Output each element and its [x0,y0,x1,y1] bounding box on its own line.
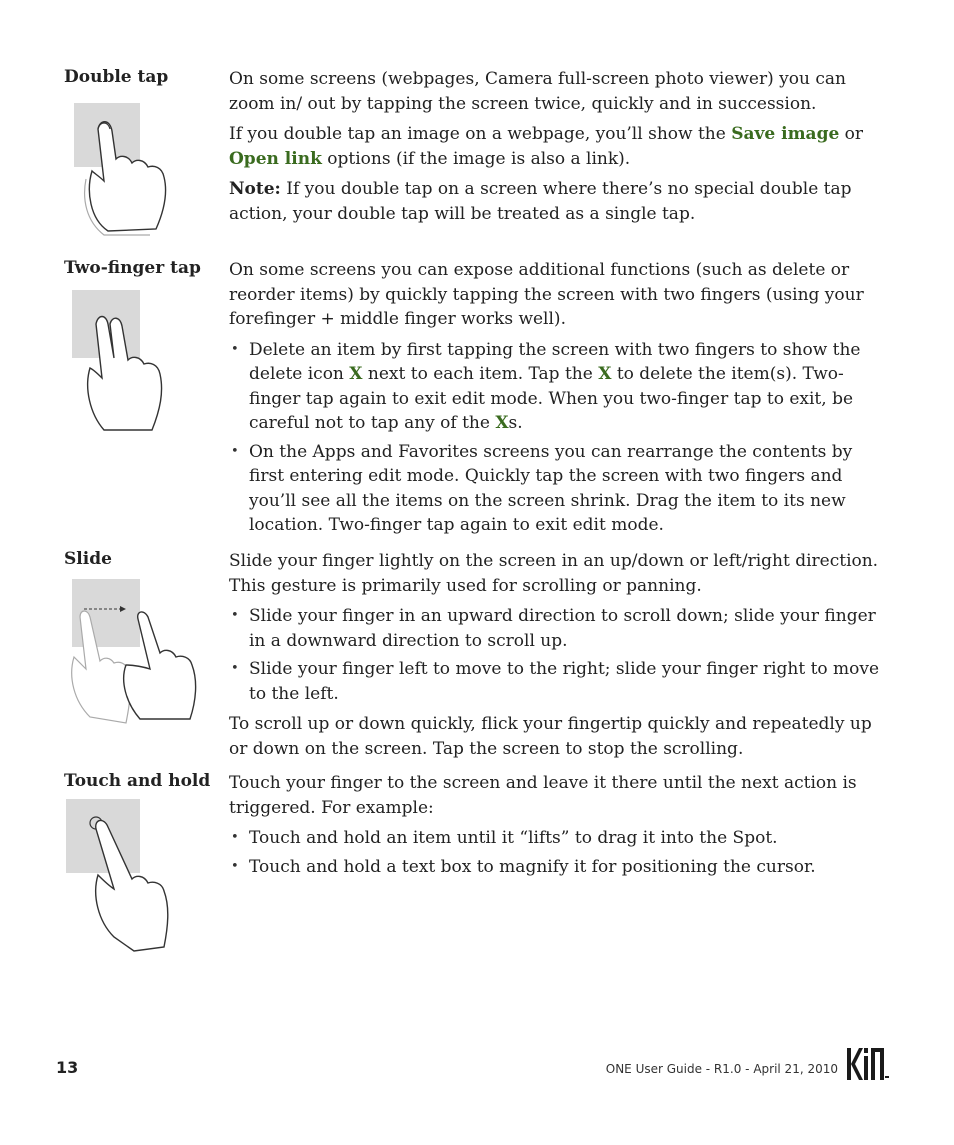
double-tap-hand-icon [64,101,174,241]
double-tap-image-paragraph [229,122,889,171]
open-link-option: Open link [229,148,322,169]
two-finger-paragraph: On some screens you can expose additional functions (such as delete or reorder items) by quickly tapping the screen with two fingers (using your forefinger + middle finger works well). [229,260,864,329]
list-item: • Touch and hold a text box to magnify it for positioning the cursor. [229,855,889,880]
save-image-option: Save image [731,124,840,144]
guide-version: ONE User Guide - R1.0 - April 21, 2010 [605,1062,838,1076]
heading-touch-and-hold: Touch and hold [64,771,211,791]
text-run: If you double tap an image on a webpage, you’ll show the [229,124,732,144]
slide-paragraph: Slide your finger lightly on the screen in an up/down or left/right direction. This gesture is primarily used for scrolling or panning. [229,551,879,596]
list-item: • On the Apps and Favorites screens you can rearrange the contents by first entering edit mode. Quickly tap the screen with two fingers and you’ll see all the items on the screen shrink. Drag the item to its new location. Two-finger tap again to exit edit mode. [229,440,889,538]
two-finger-tap-content [229,258,889,544]
kin-logo [846,1046,890,1086]
touch-hold-bullets [229,826,889,879]
slide-flick-paragraph: To scroll up or down quickly, flick your fingertip quickly and repeatedly up or down on the screen. Tap the screen to stop the scrolling. [229,714,872,759]
text-run: s. [508,413,523,433]
delete-x-icon-label: X [349,364,363,384]
list-item: • Slide your finger left to move to the right; slide your finger right to move to the left. [229,657,889,706]
double-tap-paragraph: On some screens (webpages, Camera full-screen photo viewer) you can zoom in/ out by tapping the screen twice, quickly and in succession. [229,69,846,114]
heading-slide: Slide [64,549,112,569]
two-finger-bullets [229,338,889,538]
note-label: Note: [229,179,281,199]
text-run: next to each item. Tap the [362,364,599,384]
note-text: If you double tap on a screen where there’s no special double tap action, your double tap will be treated as a single tap. [229,179,852,224]
double-tap-note [229,177,889,226]
text-run: Delete an item by first tapping the screen with two fingers to show the delete icon [249,339,861,384]
touch-hold-content [229,771,889,885]
list-item: • Slide your finger in an upward direction to scroll down; slide your finger in a downward direction to scroll up. [229,604,889,653]
delete-x-icon-label: X [495,413,509,433]
slide-bullets [229,604,889,706]
list-item [229,338,889,436]
heading-double-tap: Double tap [64,67,169,87]
page-number: 13 [56,1058,79,1077]
double-tap-content [229,67,889,232]
heading-two-finger-tap: Two-finger tap [64,258,201,278]
slide-hand-icon [64,577,199,729]
text-run: options (if the image is also a link). [321,148,631,169]
touch-hold-paragraph: Touch your finger to the screen and leave it there until the next action is triggered. For example: [229,773,857,818]
delete-x-icon-label: X [598,364,612,384]
list-item: • Touch and hold an item until it “lifts” to drag it into the Spot. [229,826,889,851]
two-finger-tap-hand-icon [64,288,174,438]
text-run: or [839,124,864,144]
slide-content [229,549,889,767]
text-run: to delete the item(s). Two-finger tap again to exit edit mode. When you two-finger tap to exit, be careful not to tap any of the [249,364,854,433]
touch-hold-hand-icon [64,797,174,957]
